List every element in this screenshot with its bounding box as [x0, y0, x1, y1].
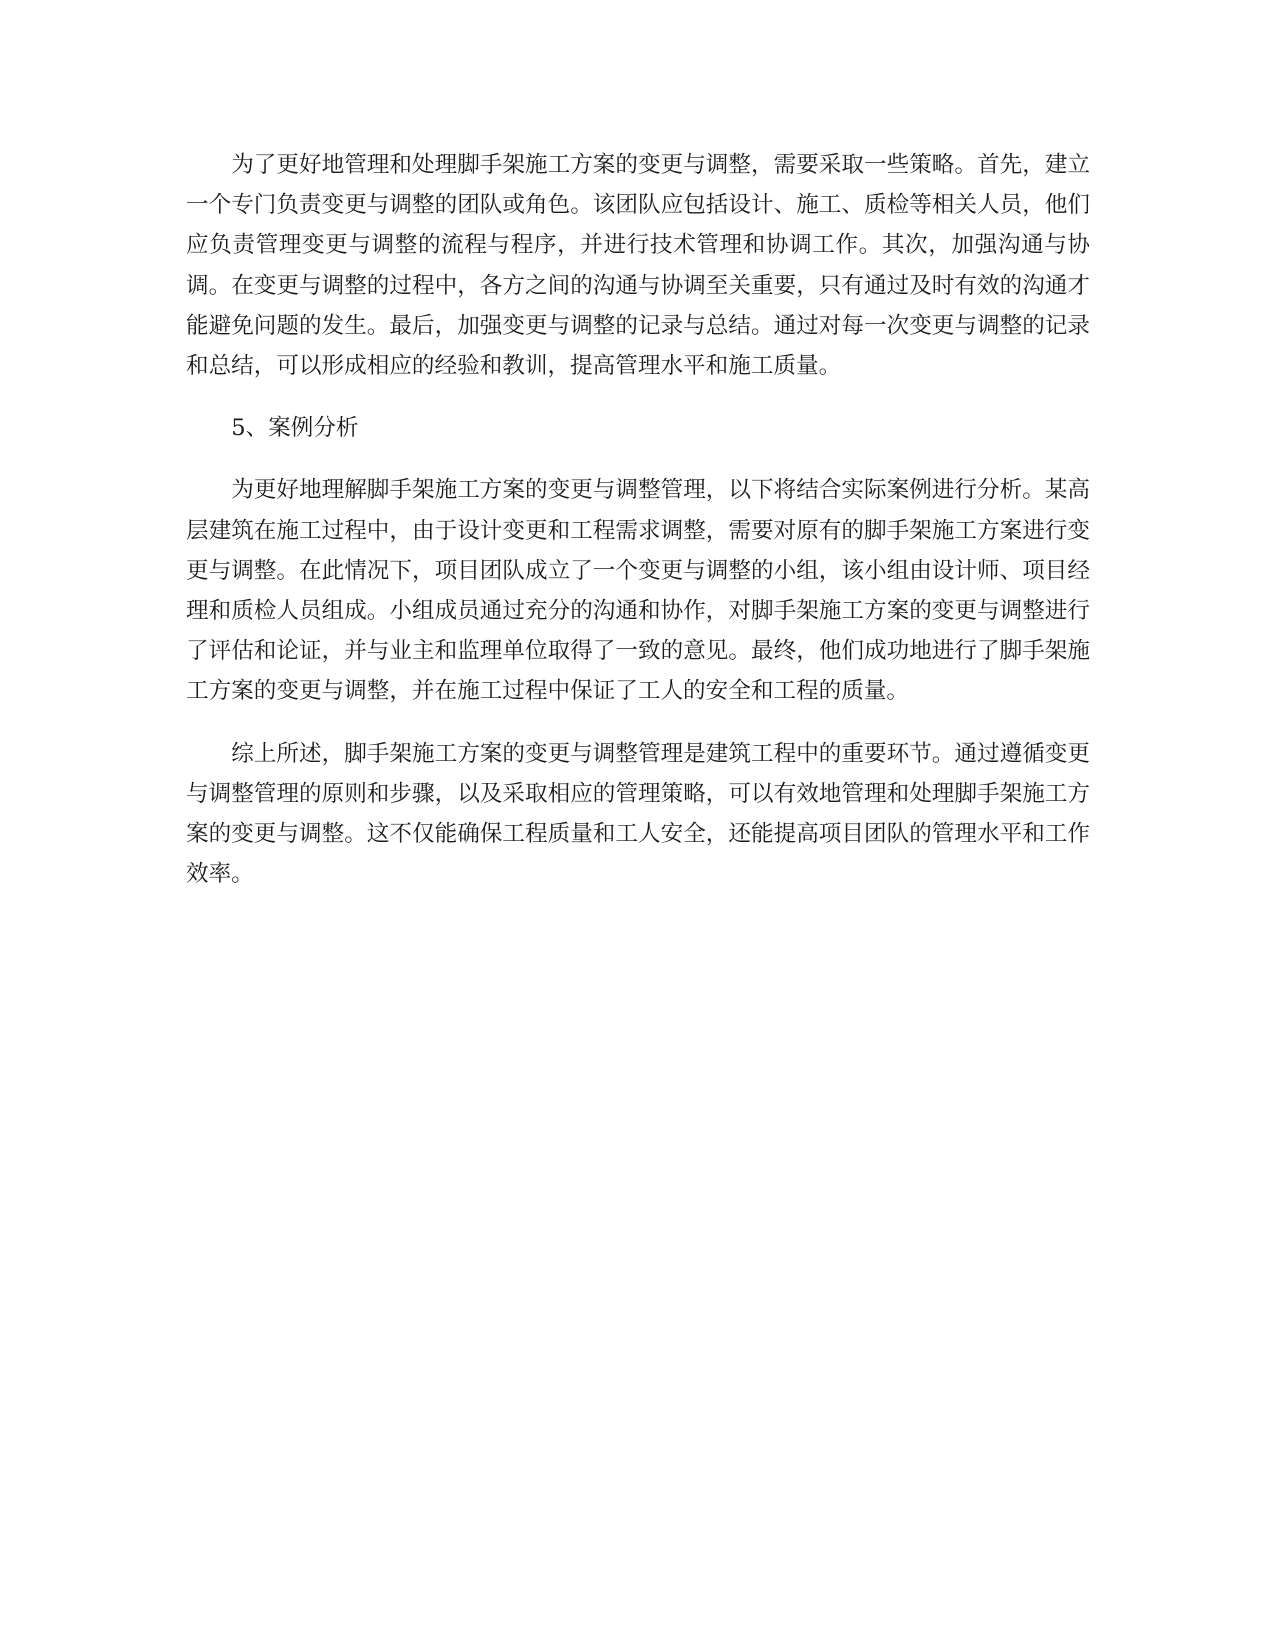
paragraph-case-study: 为更好地理解脚手架施工方案的变更与调整管理，以下将结合实际案例进行分析。某高层建筑在施工过程中，由于设计变更和工程需求调整，需要对原有的脚手架施工方案进行变更与调整。在此情况下，项目团队成立了一个变更与调整的小组，该小组由设计师、项目经理和质检人员组成。小组成员通过充分的沟通和协作，对脚手架施工方案的变更与调整进行了评估和论证，并与业主和监理单位取得了一致的意见。最终，他们成功地进行了脚手架施工方案的变更与调整，并在施工过程中保证了工人的安全和工程的质量。 — [186, 477, 1090, 705]
document-body — [186, 145, 1090, 916]
section-heading-case-analysis: 5、案例分析 — [231, 415, 359, 442]
paragraph-conclusion: 综上所述，脚手架施工方案的变更与调整管理是建筑工程中的重要环节。通过遵循变更与调整管理的原则和步骤，以及采取相应的管理策略，可以有效地管理和处理脚手架施工方案的变更与调整。这不仅能确保工程质量和工人安全，还能提高项目团队的管理水平和工作效率。 — [186, 740, 1090, 888]
paragraph-strategies: 为了更好地管理和处理脚手架施工方案的变更与调整，需要采取一些策略。首先，建立一个专门负责变更与调整的团队或角色。该团队应包括设计、施工、质检等相关人员，他们应负责管理变更与调整的流程与程序，并进行技术管理和协调工作。其次，加强沟通与协调。在变更与调整的过程中，各方之间的沟通与协调至关重要，只有通过及时有效的沟通才能避免问题的发生。最后，加强变更与调整的记录与总结。通过对每一次变更与调整的记录和总结，可以形成相应的经验和教训，提高管理水平和施工质量。 — [186, 152, 1090, 380]
